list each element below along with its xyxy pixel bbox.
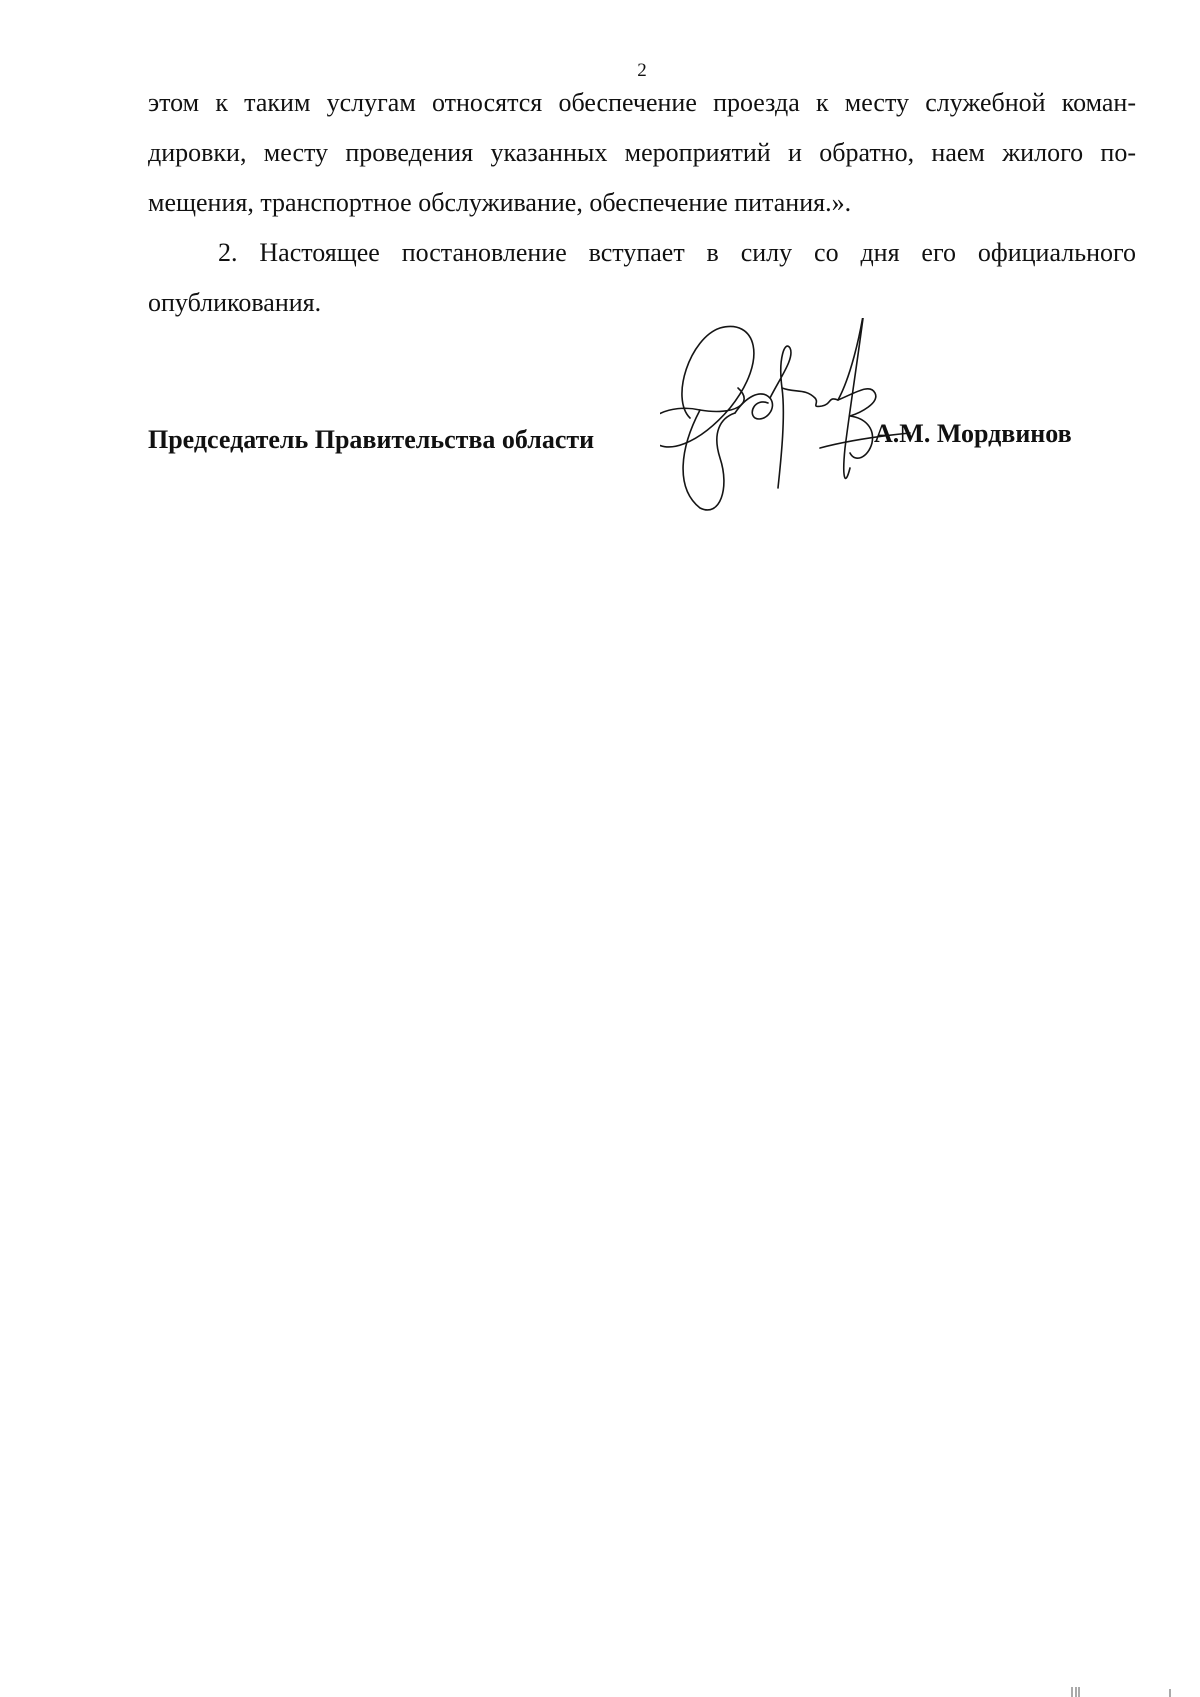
paragraph-1-line-3: мещения, транспортное обслуживание, обеспечение питания.». — [148, 188, 852, 217]
page-number: 2 — [637, 60, 647, 81]
paragraph-2-line-2: опубликования. — [148, 288, 322, 317]
scan-edge-mark — [1070, 1687, 1180, 1697]
signer-name: А.М. Мордвинов — [874, 419, 1072, 448]
signer-title: Председатель Правительства области — [148, 425, 595, 454]
handwritten-signature — [660, 318, 940, 548]
signature-block — [148, 419, 1148, 485]
paragraph-2-line-1: 2. Настоящее постановление вступает в силу со дня его официального — [218, 238, 1136, 267]
paragraph-1-line-2: дировки, месту проведения указанных мероприятий и обратно, наем жилого по- — [148, 138, 1136, 167]
body-text — [148, 78, 1136, 328]
paragraph-1-line-1: этом к таким услугам относятся обеспечение проезда к месту служебной коман- — [148, 88, 1136, 117]
